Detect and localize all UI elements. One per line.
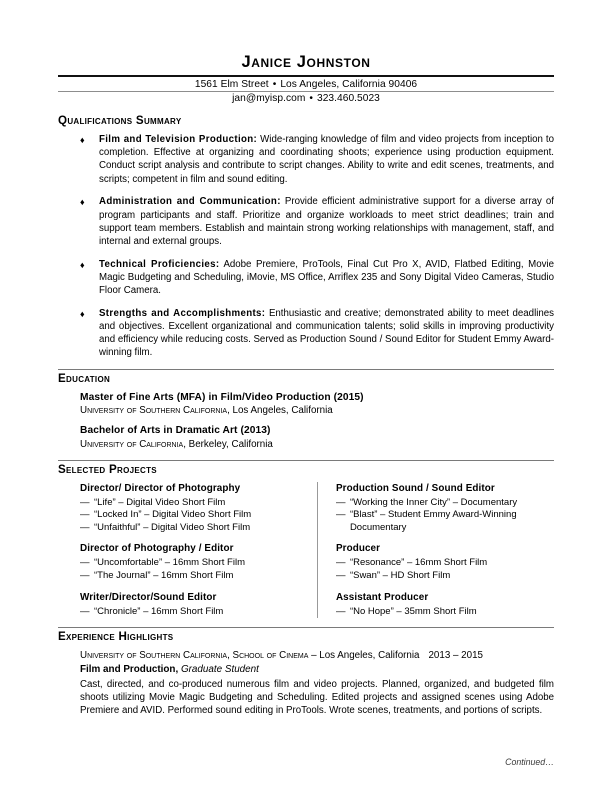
project-group (80, 542, 303, 582)
contact-address-line (58, 78, 554, 91)
project-item (336, 557, 554, 570)
project-role: Producer (335, 543, 381, 555)
experience-department: Film and Production, (80, 663, 179, 675)
qualification-label: Technical Proficiencies: (99, 258, 220, 270)
project-item (336, 509, 554, 534)
project-item-label: “Locked In” – Digital Video Short Film (94, 509, 252, 521)
project-item-label: “The Journal” – 16mm Short Film (94, 569, 234, 581)
project-group (336, 482, 554, 535)
project-item (80, 509, 303, 522)
project-item-label: “No Hope” – 35mm Short Film (349, 605, 477, 617)
section-divider-projects (58, 460, 554, 461)
education-school-location: , Berkeley, California (183, 438, 273, 450)
education-school-name: University of Southern California (80, 405, 228, 417)
qualification-item (80, 195, 554, 248)
qualification-item (80, 258, 554, 298)
dash-bullet-icon: — (80, 569, 90, 581)
dash-bullet-icon: — (335, 569, 346, 581)
diamond-bullet-icon: ♦ (80, 135, 85, 145)
dash-bullet-icon: — (80, 509, 90, 521)
section-divider-experience (58, 627, 554, 628)
project-group (336, 542, 554, 582)
email-address[interactable]: jan@myisp.com (232, 93, 306, 104)
dash-bullet-icon: — (80, 496, 90, 508)
experience-entry (58, 646, 554, 717)
contact-separator-icon-2: • (309, 93, 313, 104)
section-selected-projects (58, 460, 554, 619)
qualification-label: Film and Television Production: (99, 134, 258, 145)
section-divider-education (58, 369, 554, 370)
dash-bullet-icon: — (335, 557, 346, 569)
education-school-name: University of California (80, 438, 184, 450)
project-item (80, 570, 303, 583)
experience-org-name: University of Southern California, School of Cinema (80, 650, 309, 662)
project-group (80, 591, 303, 619)
project-role: Assistant Producer (335, 591, 429, 603)
dash-bullet-icon: — (80, 521, 90, 533)
project-item (336, 570, 554, 583)
education-entry (80, 391, 554, 418)
section-title-selected-projects: Selected Projects (58, 462, 157, 476)
candidate-name: Janice Johnston (241, 53, 371, 71)
project-item-label: “Working the Inner City” – Documentary (349, 496, 518, 508)
diamond-bullet-icon: ♦ (80, 197, 85, 208)
qualification-label: Administration and Communication: (99, 196, 281, 208)
experience-org-location: – Los Angeles, California (308, 650, 420, 662)
dash-bullet-icon: — (335, 509, 346, 521)
project-item (336, 497, 554, 510)
project-role: Director/ Director of Photography (80, 482, 241, 494)
qualification-text: Wide-ranging knowledge of film and video projects from inception to completion. Effective at organizing and coordinating shoots; experience using production equipment. Conduct script analysis and contribute to script changes. Ability to write and edit scenes, treatments, and scripts; competent in film and sound editing. (99, 134, 555, 185)
phone-number[interactable]: 323.460.5023 (316, 93, 380, 104)
projects-right-column (317, 482, 554, 619)
experience-dates: 2013 – 2015 (428, 650, 483, 662)
dash-bullet-icon: — (80, 605, 90, 617)
qualification-label: Strengths and Accomplishments: (99, 307, 266, 319)
project-item (80, 497, 303, 510)
section-qualifications-summary (58, 114, 554, 360)
experience-role: Graduate Student (178, 663, 259, 675)
project-item (336, 606, 554, 619)
qualification-text: Enthusiastic and creative; demonstrated ability to meet deadlines and objectives. Excellent organizational and communication talents; solid skills in improving productivity and efficiency while reducing costs. Served as Production Sound / Sound Editor for Student Emmy Award-winning film. (99, 307, 554, 359)
dash-bullet-icon: — (80, 557, 90, 569)
education-school-location: , Los Angeles, California (227, 405, 333, 417)
projects-left-column (80, 482, 317, 619)
street-address: 1561 Elm Street (194, 79, 269, 90)
section-title-qualifications: Qualifications Summary (58, 114, 182, 127)
city-state-zip: Los Angeles, California 90406 (280, 79, 418, 90)
project-group (80, 482, 303, 535)
diamond-bullet-icon: ♦ (80, 259, 85, 270)
education-school (80, 404, 554, 417)
project-item-label: “Uncomfortable” – 16mm Short Film (94, 557, 245, 569)
project-role: Production Sound / Sound Editor (335, 482, 495, 494)
qualification-item (80, 307, 554, 360)
project-item-label: “Blast” – Student Emmy Award-Winning Documentary (349, 509, 517, 533)
project-item-label: “Chronicle” – 16mm Short Film (94, 605, 224, 617)
project-item-label: “Unfaithful” – Digital Video Short Film (94, 521, 251, 533)
education-school (80, 438, 554, 451)
project-item (80, 557, 303, 570)
project-role: Writer/Director/Sound Editor (80, 591, 217, 603)
dash-bullet-icon: — (335, 496, 346, 508)
project-item (80, 606, 303, 619)
experience-description: Cast, directed, and co-produced numerous film and video projects. Planned, organized, and budgeted film shoots utilizing Movie Magic Budgeting and Scheduling. Edited projects and assigned scenes using Adobe Premiere and AVID. Performed sound editing in ProTools. Wrote scenes, treatments, and portions of scripts. (80, 678, 554, 717)
education-degree: Master of Fine Arts (MFA) in Film/Video Production (2015) (80, 391, 364, 403)
diamond-bullet-icon: ♦ (80, 308, 85, 319)
resume-content (58, 52, 555, 767)
contact-email-line (58, 92, 554, 105)
section-title-education: Education (58, 371, 111, 385)
qualifications-list (58, 130, 554, 360)
project-item (80, 522, 303, 535)
qualification-item (80, 133, 554, 186)
experience-organization (80, 649, 554, 663)
qualification-text: Adobe Premiere, ProTools, Final Cut Pro X, AVID, Flatbed Editing, Movie Magic Budgeting and Scheduling, iMovie, MS Office, Arriflex 235 and Sony Digital Video Cameras, Studio Floor Camera. (99, 258, 554, 297)
resume-header (58, 52, 554, 105)
education-entry (80, 424, 554, 451)
project-item-label: “Life” – Digital Video Short Film (94, 496, 226, 508)
project-item-label: “Swan” – HD Short Film (349, 569, 451, 581)
experience-job-title (80, 663, 554, 678)
contact-separator-icon: • (272, 79, 277, 90)
continued-footer: Continued… (505, 757, 554, 767)
project-item-label: “Resonance” – 16mm Short Film (349, 557, 488, 569)
project-role: Director of Photography / Editor (80, 543, 234, 555)
education-degree: Bachelor of Arts in Dramatic Art (2013) (80, 425, 271, 437)
section-title-experience: Experience Highlights (58, 630, 174, 644)
contact-block (58, 77, 554, 105)
projects-columns (58, 479, 554, 619)
section-education (58, 369, 554, 451)
qualification-text: Provide efficient administrative support for a diverse array of program participants and staff. Prioritize and organize workloads to meet strict deadlines; train and support team members. Establish and maintain strong working relationships with management, staff, and internal and external groups. (99, 196, 554, 247)
section-experience-highlights (58, 627, 554, 717)
education-list (58, 388, 554, 451)
project-group (336, 591, 554, 619)
dash-bullet-icon: — (335, 605, 346, 617)
